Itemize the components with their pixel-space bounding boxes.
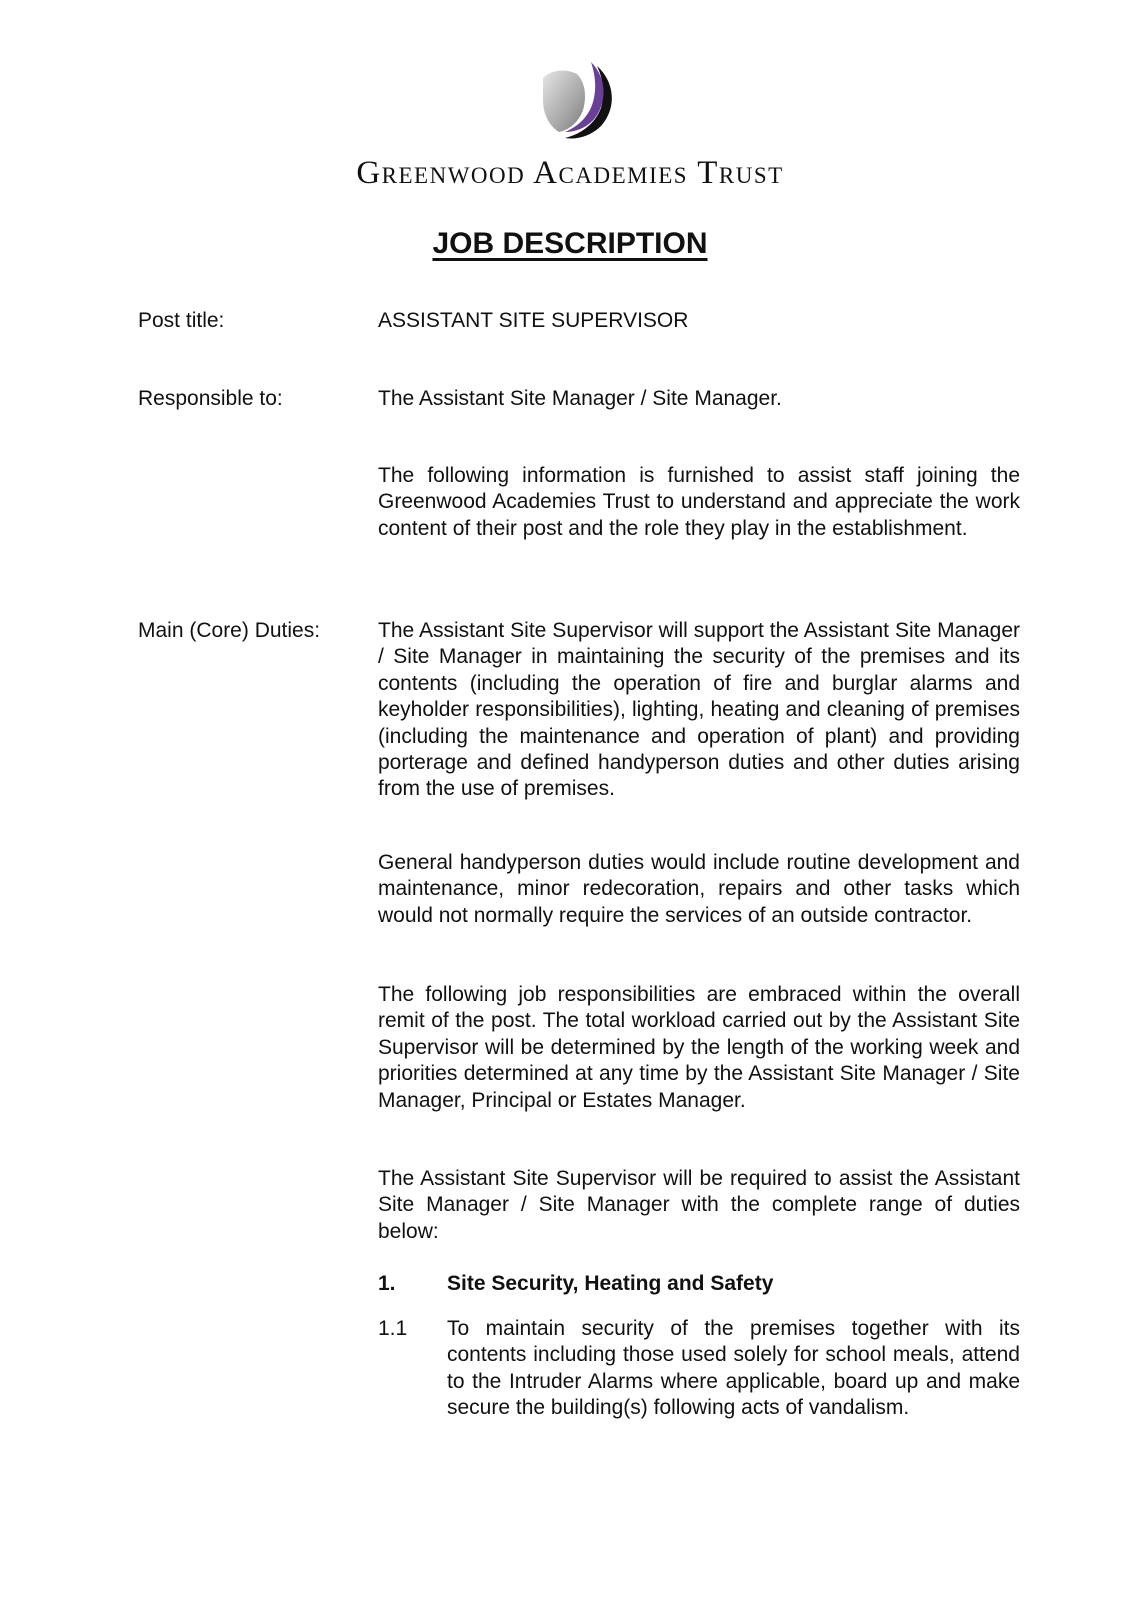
duties-label: Main (Core) Duties: bbox=[138, 619, 321, 642]
organisation-name bbox=[0, 153, 1140, 193]
duties-text-3: The following job responsibilities are embraced within the overall remit of the post. The total workload carried out by the Assistant Site Supervisor will be determined by the length of the working week and priorities determined at any time by the Assistant Site Manager / Site Manager, Principal or Estates Manager. bbox=[378, 983, 1020, 1112]
section-1-number: 1. bbox=[378, 1272, 396, 1295]
duties-paragraph-3 bbox=[378, 982, 1020, 1114]
responsible-to-label: Responsible to: bbox=[138, 387, 283, 410]
organisation-name-text: Greenwood Academies Trust bbox=[356, 155, 784, 191]
section-1-title: Site Security, Heating and Safety bbox=[447, 1272, 774, 1295]
post-title-value: ASSISTANT SITE SUPERVISOR bbox=[378, 309, 689, 332]
duties-text-4: The Assistant Site Supervisor will be required to assist the Assistant Site Manager / Site Manager with the complete range of duties below: bbox=[378, 1167, 1020, 1243]
intro-paragraph bbox=[378, 463, 1020, 542]
duties-paragraph-2 bbox=[378, 850, 1020, 929]
duties-paragraph-1 bbox=[378, 618, 1020, 803]
responsible-to-value: The Assistant Site Manager / Site Manager. bbox=[378, 387, 782, 410]
post-title-label: Post title: bbox=[138, 309, 225, 332]
intro-text: The following information is furnished to assist staff joining the Greenwood Academies Trust to understand and appreciate the work content of their post and the role they play in the establishment. bbox=[378, 464, 1020, 540]
duties-text-2: General handyperson duties would include routine development and maintenance, minor redecoration, repairs and other tasks which would not normally require the services of an outside contractor. bbox=[378, 851, 1020, 927]
item-1-1-number: 1.1 bbox=[378, 1317, 408, 1340]
duties-text-1: The Assistant Site Supervisor will support the Assistant Site Manager / Site Manager in maintaining the security of the premises and its contents (including the operation of fire and burglar alarms and keyholder responsibilities), lighting, heating and cleaning of premises (including the maintenance and operation of plant) and providing porterage and defined handyperson duties and other duties arising from the use of premises. bbox=[378, 619, 1020, 801]
section-1-heading bbox=[378, 1271, 773, 1297]
duties-paragraph-4 bbox=[378, 1166, 1020, 1245]
greenwood-shield-logo bbox=[537, 60, 623, 146]
document-title: JOB DESCRIPTION bbox=[432, 227, 708, 260]
item-1-1-text: To maintain security of the premises together with its contents including those used solely for school meals, attend to the Intruder Alarms where applicable, board up and make secure the building(s) following acts of vandalism. bbox=[447, 1317, 1020, 1420]
